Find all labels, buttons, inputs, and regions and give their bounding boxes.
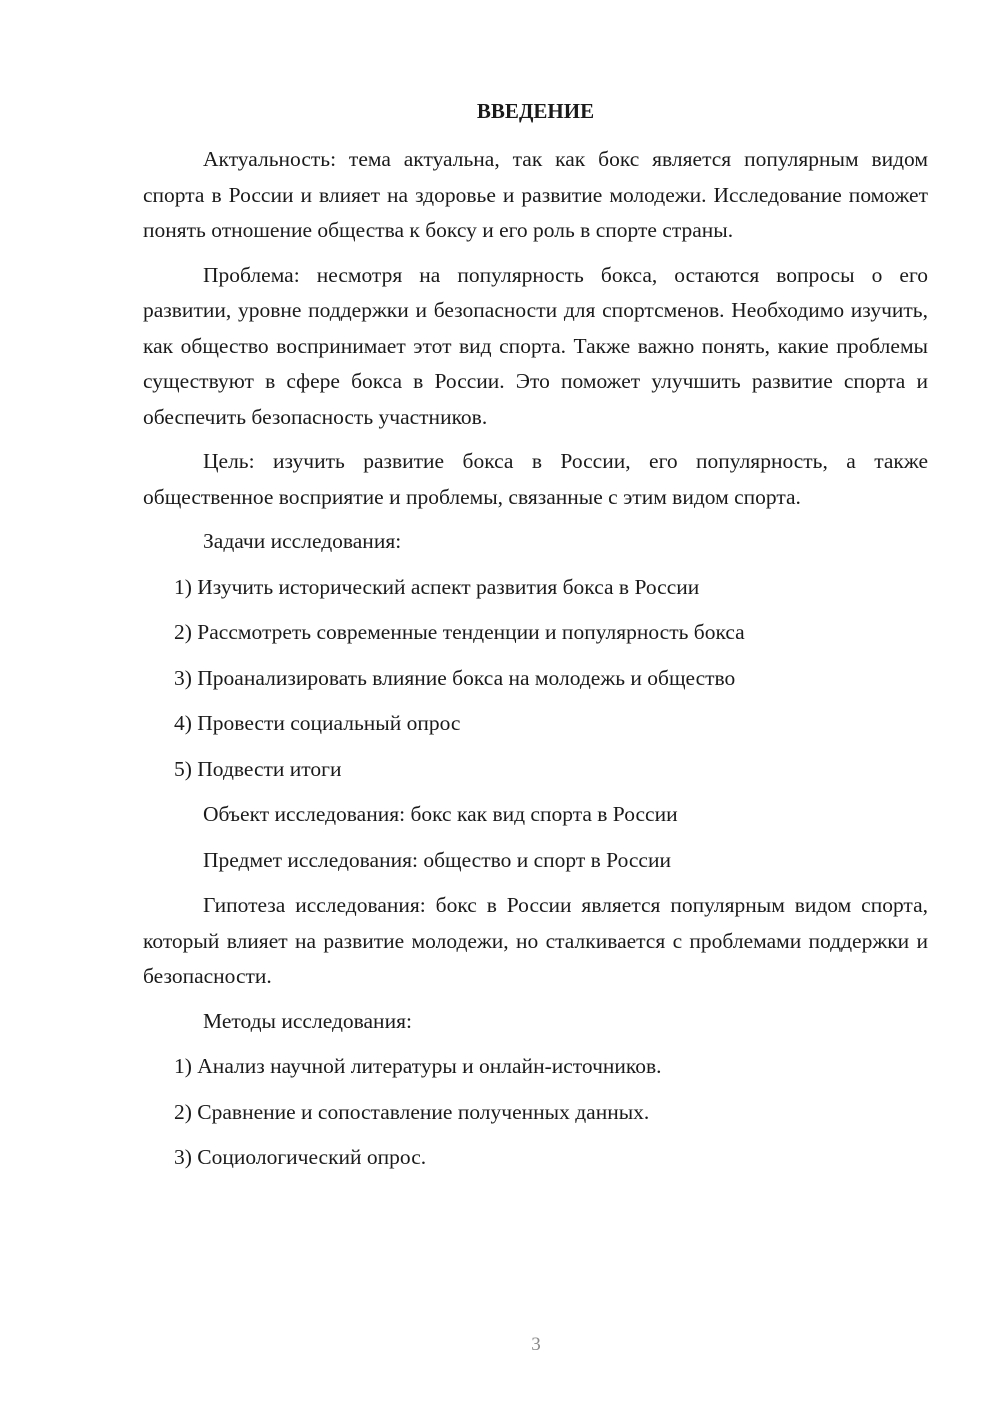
method-item-2: 2) Сравнение и сопоставление полученных данных.: [174, 1099, 650, 1124]
task-item-4: 4) Провести социальный опрос: [174, 711, 461, 735]
task-item-5: 5) Подвести итоги: [174, 756, 342, 781]
paragraph-relevance: Актуальность: тема актуальна, так как бокс является популярным видом спорта в России и влияет на здоровье и развитие молодежи. Исследование поможет понять отношение общества к боксу и его роль в спорте страны.: [143, 147, 928, 242]
document-page: [143, 94, 928, 1186]
page-number: 3: [531, 1334, 541, 1355]
paragraph-problem: Проблема: несмотря на популярность бокса, остаются вопросы о его развитии, уровне поддержки и безопасности для спортсменов. Необходимо изучить, как общество воспринимает этот вид спорта. Также важно понять, какие проблемы существуют в сфере бокса в России. Это поможет улучшить развитие спорта и обеспечить безопасность участников.: [143, 262, 928, 429]
methods-heading: Методы исследования:: [203, 1008, 412, 1033]
tasks-heading: Задачи исследования:: [203, 529, 402, 553]
task-item-1: 1) Изучить исторический аспект развития бокса в России: [174, 574, 700, 599]
section-title: ВВЕДЕНИЕ: [476, 99, 595, 123]
task-item-3: 3) Проанализировать влияние бокса на молодежь и общество: [174, 665, 736, 690]
task-item-2: 2) Рассмотреть современные тенденции и популярность бокса: [174, 620, 745, 644]
paragraph-hypothesis: Гипотеза исследования: бокс в России является популярным видом спорта, который влияет на развитие молодежи, но сталкивается с проблемами поддержки и безопасности.: [143, 893, 928, 988]
research-subject: Предмет исследования: общество и спорт в России: [203, 847, 671, 872]
paragraph-goal: Цель: изучить развитие бокса в России, его популярность, а также общественное восприятие и проблемы, связанные с этим видом спорта.: [143, 449, 928, 509]
method-item-1: 1) Анализ научной литературы и онлайн-источников.: [174, 1054, 662, 1078]
research-object: Объект исследования: бокс как вид спорта в России: [203, 802, 678, 826]
method-item-3: 3) Социологический опрос.: [174, 1145, 427, 1169]
